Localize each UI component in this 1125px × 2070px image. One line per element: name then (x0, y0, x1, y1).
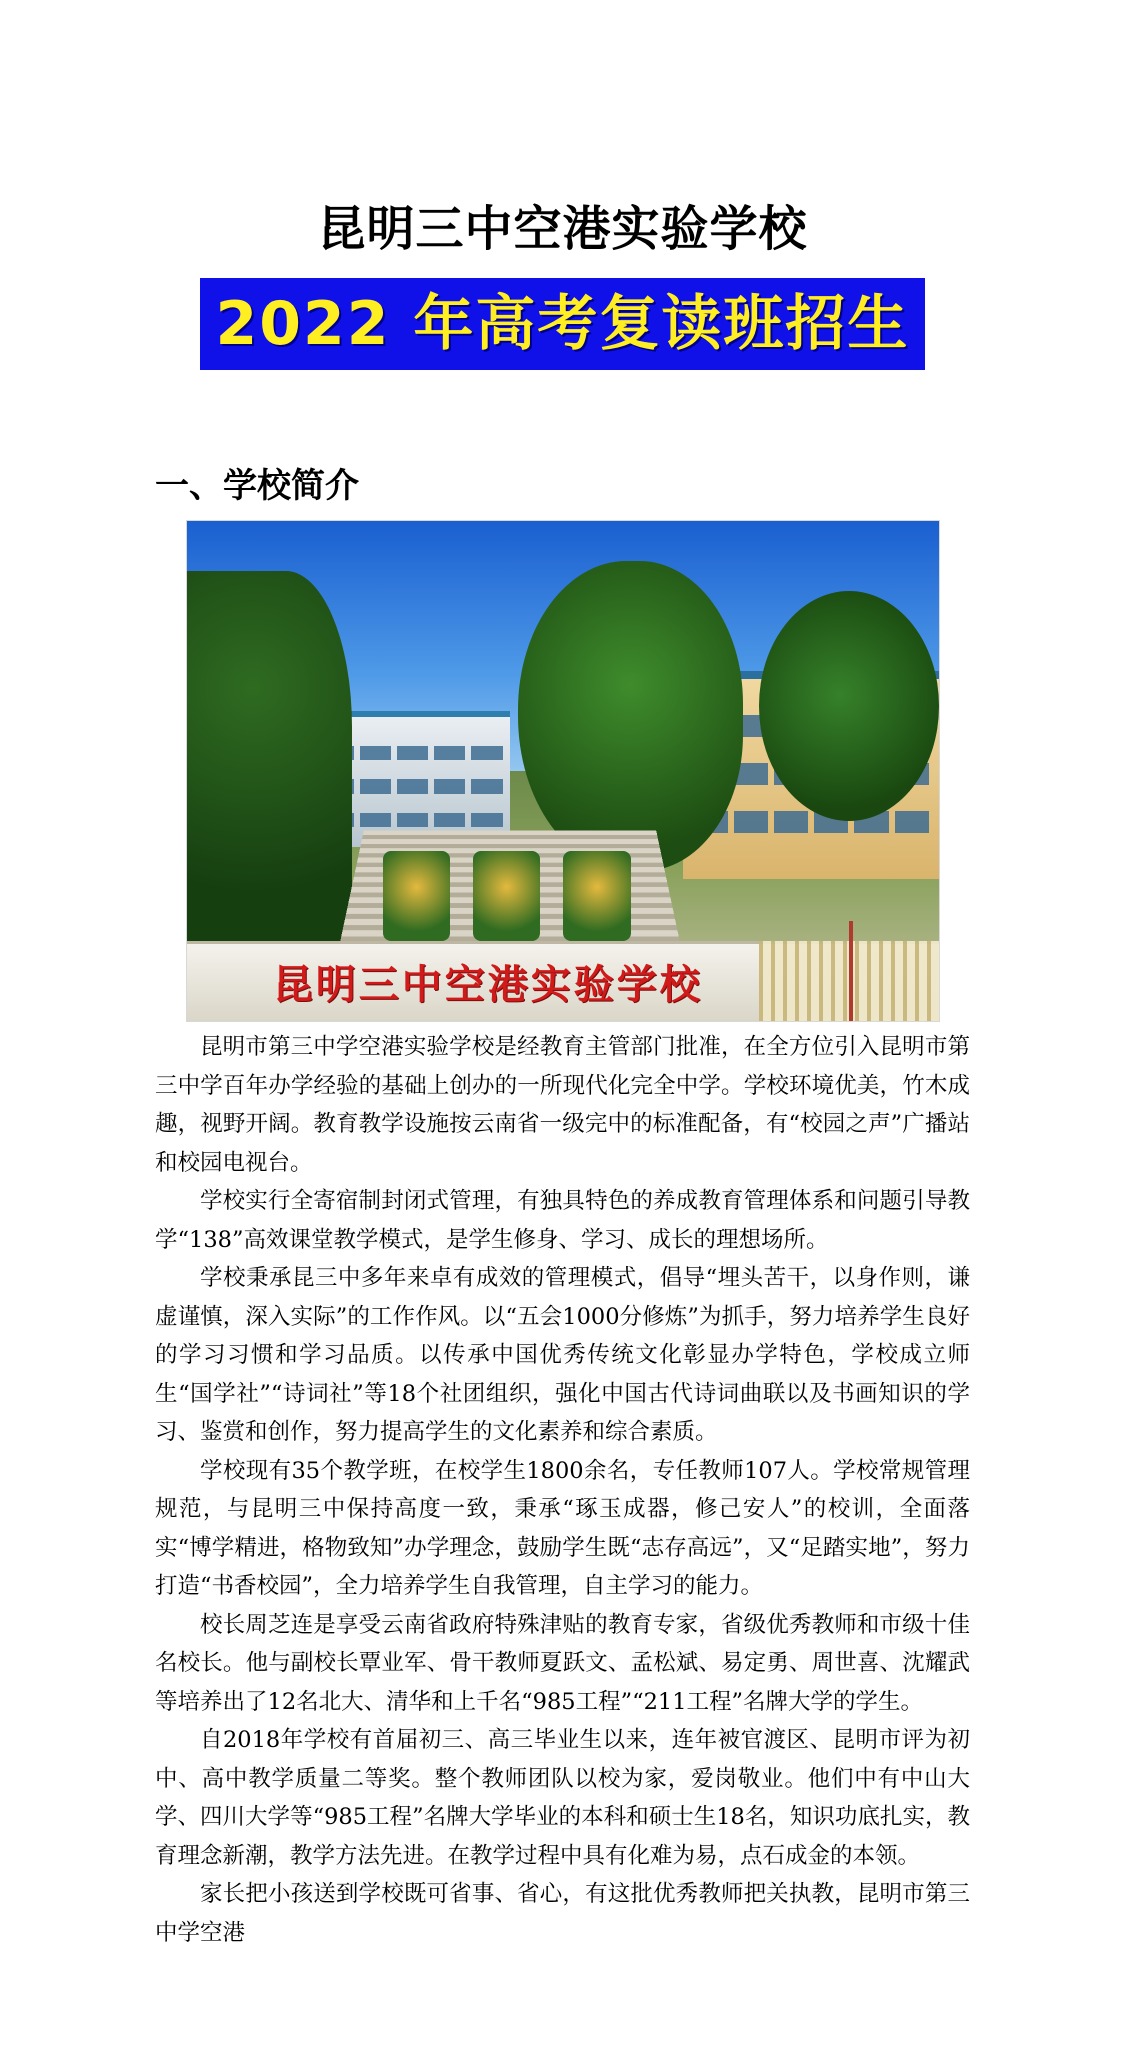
banner-title: 2022 年高考复读班招生 (215, 289, 910, 359)
photo-hedge (187, 571, 352, 961)
article-body (155, 1028, 970, 1952)
campus-photo (186, 520, 940, 1022)
highlight-banner (200, 278, 925, 370)
photo-flowerbed-2 (473, 851, 541, 941)
photo-school-name-text: 昆明三中空港实验学校 (272, 961, 703, 1008)
paragraph: 学校现有35个教学班，在校学生1800余名，专任教师107人。学校常规管理规范，与昆明三中保持高度一致，秉承“琢玉成器，修己安人”的校训，全面落实“博学精进，格物致知”办学理念，鼓励学生既“志存高远”，又“足踏实地”，努力打造“书香校园”，全力培养学生自我管理，自主学习的能力。 (155, 1457, 970, 1599)
paragraph: 自2018年学校有首届初三、高三毕业生以来，连年被官渡区、昆明市评为初中、高中教学质量二等奖。整个教师团队以校为家，爱岗敬业。他们中有中山大学、四川大学等“985工程”名牌大学毕业的本科和硕士生18名，知识功底扎实，教育理念新潮，教学方法先进。在教学过程中具有化难为易，点石成金的本领。 (155, 1727, 970, 1869)
paragraph: 学校秉承昆三中多年来卓有成效的管理模式，倡导“埋头苦干，以身作则，谦虚谨慎，深入实际”的工作作风。以“五会1000分修炼”为抓手，努力培养学生良好的学习习惯和学习品质。以传承中国优秀传统文化彰显办学特色，学校成立师生“国学社”“诗词社”等18个社团组织，强化中国古代诗词曲联以及书画知识的学习、鉴赏和创作，努力提高学生的文化素养和综合素质。 (155, 1265, 970, 1445)
photo-flagpole (849, 921, 853, 1021)
photo-tree-right (759, 591, 939, 821)
page-title: 昆明三中空港实验学校 (317, 201, 808, 257)
paragraph: 校长周芝连是享受云南省政府特殊津贴的教育专家，省级优秀教师和市级十佳名校长。他与副校长覃业军、骨干教师夏跃文、孟松斌、易定勇、周世喜、沈耀武等培养出了12名北大、清华和上千名“985工程”“211工程”名牌大学的学生。 (155, 1611, 970, 1715)
photo-flowerbed-1 (383, 851, 451, 941)
paragraph: 家长把小孩送到学校既可省事、省心，有这批优秀教师把关执教，昆明市第三中学空港 (155, 1881, 970, 1946)
photo-tree-center (518, 561, 744, 871)
paragraph: 昆明市第三中学空港实验学校是经教育主管部门批准，在全方位引入昆明市第三中学百年办学经验的基础上创办的一所现代化完全中学。学校环境优美，竹木成趣，视野开阔。教育教学设施按云南省一级完中的标准配备，有“校园之声”广播站和校园电视台。 (155, 1034, 970, 1176)
photo-flowerbed-3 (563, 851, 631, 941)
section-heading-school-intro: 一、学校简介 (155, 466, 359, 506)
paragraph: 学校实行全寄宿制封闭式管理，有独具特色的养成教育管理体系和问题引导教学“138”高效课堂教学模式，是学生修身、学习、成长的理想场所。 (155, 1188, 970, 1253)
